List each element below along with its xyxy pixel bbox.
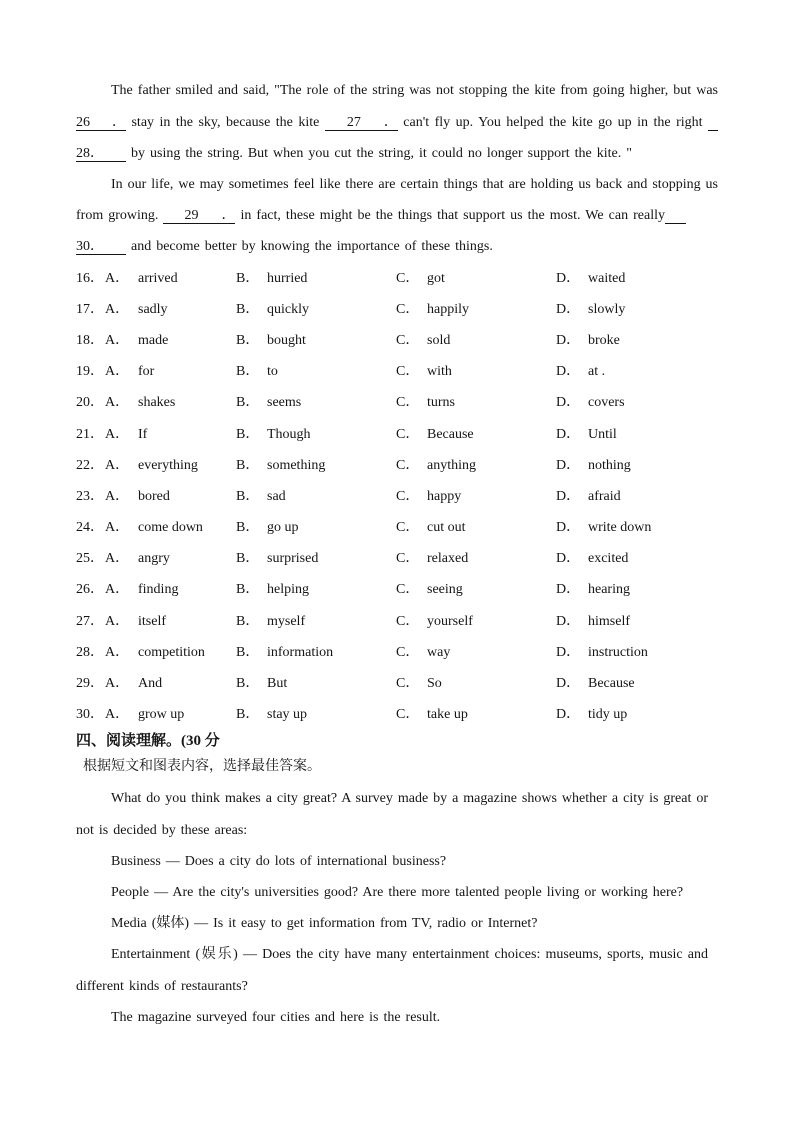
option-c-text: turns [427, 395, 455, 411]
option-a-label: A． [105, 301, 130, 317]
option-a-text: competition [138, 644, 205, 660]
question-number: 16． [76, 270, 104, 286]
cloze-passage [76, 75, 718, 262]
option-b-text: hurried [267, 270, 308, 286]
reading-passage [76, 783, 708, 1033]
option-d-text: tidy up [588, 707, 628, 723]
option-d-text: himself [588, 613, 630, 629]
option-c-text: happy [427, 488, 462, 504]
question-row [76, 419, 718, 450]
option-b-text: something [267, 457, 326, 473]
option-c-label: C． [396, 520, 420, 536]
option-a-label: A． [105, 488, 130, 504]
option-c-label: C． [396, 488, 420, 504]
option-d-label: D． [556, 332, 581, 348]
option-b-text: surprised [267, 551, 319, 567]
option-a-text: made [138, 332, 169, 348]
option-a-label: A． [105, 332, 130, 348]
option-d-text: waited [588, 270, 626, 286]
option-c-text: yourself [427, 613, 473, 629]
option-a-text: itself [138, 613, 166, 629]
option-b-text: seems [267, 395, 302, 411]
option-d-text: broke [588, 332, 620, 348]
question-row [76, 637, 718, 668]
passage-text: stay in the sky, because the kite [126, 114, 325, 130]
option-a-text: arrived [138, 270, 178, 286]
option-d-text: at . [588, 364, 606, 380]
question-number: 20． [76, 395, 104, 411]
question-row [76, 543, 718, 574]
option-d-label: D． [556, 676, 581, 692]
option-c-text: with [427, 364, 452, 380]
question-row [76, 699, 718, 730]
option-c-label: C． [396, 457, 420, 473]
passage-line: People — Are the city's universities good? Are there more talented people living or working here? [111, 884, 684, 900]
option-d-label: D． [556, 520, 581, 536]
option-d-label: D． [556, 488, 581, 504]
passage-line: Media (媒体) — Is it easy to get information from TV, radio or Internet? [111, 916, 538, 932]
passage-line [76, 200, 718, 231]
passage-line [76, 107, 718, 138]
question-number: 17． [76, 301, 104, 317]
option-d-label: D． [556, 395, 581, 411]
passage-line: different kinds of restaurants? [76, 978, 248, 994]
options-list [76, 263, 718, 731]
option-d-text: Until [588, 426, 617, 442]
passage-text: In our life, we may sometimes feel like there are certain things that are holding us back and stopping us [111, 176, 718, 192]
option-d-text: slowly [588, 301, 626, 317]
option-a-label: A． [105, 395, 130, 411]
option-b-label: B． [236, 707, 260, 723]
question-number: 22． [76, 457, 104, 473]
option-a-text: sadly [138, 301, 168, 317]
question-number: 27． [76, 613, 104, 629]
option-c-label: C． [396, 364, 420, 380]
option-d-label: D． [556, 582, 581, 598]
option-d-text: nothing [588, 457, 631, 473]
option-d-label: D． [556, 613, 581, 629]
question-number: 24． [76, 520, 104, 536]
option-c-label: C． [396, 551, 420, 567]
passage-line: Business — Does a city do lots of international business? [111, 853, 447, 869]
option-a-label: A． [105, 426, 130, 442]
option-a-text: for [138, 364, 155, 380]
question-row [76, 668, 718, 699]
option-c-label: C． [396, 395, 420, 411]
option-a-label: A． [105, 457, 130, 473]
option-d-text: write down [588, 520, 652, 536]
option-a-label: A． [105, 644, 130, 660]
option-c-text: happily [427, 301, 469, 317]
blank-28-start [708, 116, 718, 131]
passage-text: and become better by knowing the importance of these things. [126, 239, 493, 255]
option-b-label: B． [236, 613, 260, 629]
option-c-text: got [427, 270, 445, 286]
option-a-label: A． [105, 551, 130, 567]
option-c-label: C． [396, 582, 420, 598]
passage-line: Entertainment (娱乐) — Does the city have many entertainment choices: museums, sports, music and [111, 947, 708, 963]
question-row [76, 387, 718, 418]
option-d-label: D． [556, 551, 581, 567]
option-a-text: angry [138, 551, 170, 567]
passage-text: in fact, these might be the things that support us the most. We can really [235, 208, 665, 224]
option-d-text: covers [588, 395, 625, 411]
question-row [76, 574, 718, 605]
option-c-label: C． [396, 707, 420, 723]
question-row [76, 325, 718, 356]
section-heading: 四、阅读理解。(30 分 [76, 733, 220, 749]
option-d-label: D． [556, 457, 581, 473]
option-c-label: C． [396, 613, 420, 629]
option-d-label: D． [556, 426, 581, 442]
option-d-label: D． [556, 301, 581, 317]
blank-28: ​ 28． [76, 147, 126, 162]
option-b-label: B． [236, 551, 260, 567]
option-c-label: C． [396, 676, 420, 692]
option-c-text: Because [427, 426, 474, 442]
option-d-text: instruction [588, 644, 648, 660]
passage-line [76, 231, 718, 262]
passage-text: by using the string. But when you cut the string, it could no longer support the kite. " [126, 145, 632, 161]
option-d-label: D． [556, 707, 581, 723]
option-b-text: helping [267, 582, 309, 598]
question-number: 30． [76, 707, 104, 723]
option-c-text: sold [427, 332, 451, 348]
passage-text: from growing. [76, 208, 164, 224]
option-c-label: C． [396, 644, 420, 660]
question-number: 25． [76, 551, 104, 567]
option-a-text: If [138, 426, 148, 442]
question-number: 28． [76, 644, 104, 660]
option-a-label: A． [105, 582, 130, 598]
option-d-text: Because [588, 676, 635, 692]
option-b-label: B． [236, 457, 260, 473]
option-c-text: seeing [427, 582, 463, 598]
option-b-label: B． [236, 270, 260, 286]
passage-line: What do you think makes a city great? A survey made by a magazine shows whether a city is great or [111, 791, 708, 807]
question-number: 26． [76, 582, 104, 598]
blank-29: ​ 29． [163, 209, 235, 224]
blank-30: ​ 30． [76, 240, 126, 255]
option-b-label: B． [236, 332, 260, 348]
question-row [76, 263, 718, 294]
question-number: 19． [76, 364, 104, 380]
passage-text: can't fly up. You helped the kite go up in the right [397, 114, 708, 130]
option-d-text: excited [588, 551, 629, 567]
option-b-text: information [267, 644, 334, 660]
option-a-text: come down [138, 520, 203, 536]
option-c-text: anything [427, 457, 476, 473]
option-d-label: D． [556, 270, 581, 286]
blank-26: ​ 26． [76, 116, 126, 131]
passage-line: not is decided by these areas: [76, 822, 248, 838]
option-a-label: A． [105, 707, 130, 723]
option-b-label: B． [236, 488, 260, 504]
question-row [76, 294, 718, 325]
option-c-text: relaxed [427, 551, 469, 567]
option-c-text: cut out [427, 520, 466, 536]
option-b-text: But [267, 676, 288, 692]
option-a-label: A． [105, 270, 130, 286]
option-c-label: C． [396, 426, 420, 442]
option-a-label: A． [105, 613, 130, 629]
option-b-text: Though [267, 426, 311, 442]
option-b-label: B． [236, 676, 260, 692]
blank-30-start [665, 209, 686, 224]
option-b-text: stay up [267, 707, 308, 723]
option-b-text: myself [267, 613, 306, 629]
option-c-label: C． [396, 332, 420, 348]
option-b-label: B． [236, 582, 260, 598]
option-c-text: way [427, 644, 451, 660]
passage-line: The magazine surveyed four cities and here is the result. [111, 1009, 441, 1025]
option-b-text: quickly [267, 301, 309, 317]
option-a-label: A． [105, 520, 130, 536]
option-a-text: finding [138, 582, 179, 598]
option-d-text: hearing [588, 582, 630, 598]
option-c-label: C． [396, 301, 420, 317]
question-row [76, 481, 718, 512]
option-a-text: grow up [138, 707, 185, 723]
question-number: 29． [76, 676, 104, 692]
section-instruction: 根据短文和图表内容，选择最佳答案。 [83, 759, 321, 774]
question-row [76, 450, 718, 481]
option-b-label: B． [236, 301, 260, 317]
option-c-text: take up [427, 707, 468, 723]
option-a-label: A． [105, 364, 130, 380]
question-row [76, 512, 718, 543]
option-b-text: sad [267, 488, 286, 504]
option-d-label: D． [556, 364, 581, 380]
question-number: 18． [76, 332, 104, 348]
option-b-label: B． [236, 364, 260, 380]
option-b-text: bought [267, 332, 306, 348]
option-a-text: bored [138, 488, 170, 504]
option-d-text: afraid [588, 488, 621, 504]
option-d-label: D． [556, 644, 581, 660]
passage-line [76, 75, 718, 106]
passage-line [76, 138, 718, 169]
option-b-label: B． [236, 426, 260, 442]
question-row [76, 606, 718, 637]
option-a-label: A． [105, 676, 130, 692]
option-b-label: B． [236, 395, 260, 411]
option-b-text: to [267, 364, 278, 380]
option-a-text: And [138, 676, 163, 692]
blank-27: ​ 27． [325, 116, 398, 131]
passage-text: The father smiled and said, "The role of the string was not stopping the kite from going higher, but was [111, 83, 718, 99]
question-number: 21． [76, 426, 104, 442]
option-c-label: C． [396, 270, 420, 286]
passage-line [76, 169, 718, 200]
option-a-text: shakes [138, 395, 176, 411]
option-b-text: go up [267, 520, 299, 536]
option-b-label: B． [236, 520, 260, 536]
option-a-text: everything [138, 457, 198, 473]
question-number: 23． [76, 488, 104, 504]
question-row [76, 356, 718, 387]
option-c-text: So [427, 676, 442, 692]
option-b-label: B． [236, 644, 260, 660]
